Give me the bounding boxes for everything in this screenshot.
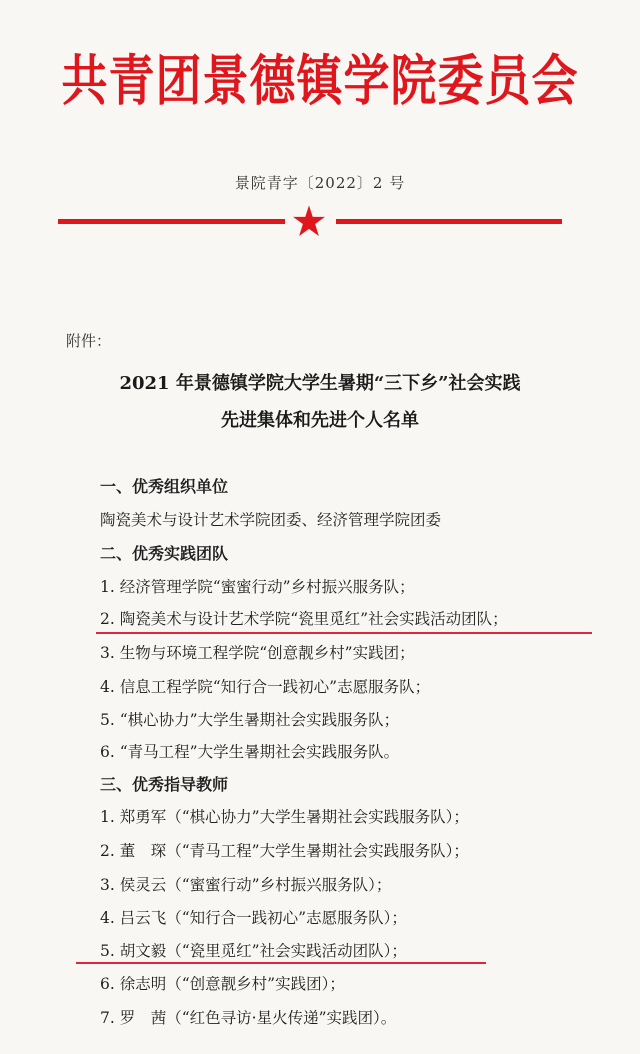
attachment-label: 附件： [66, 332, 112, 350]
highlight-underline [96, 632, 592, 634]
list-item: 3. 生物与环境工程学院“创意靓乡村”实践团； [100, 644, 415, 662]
list-item: 陶瓷美术与设计艺术学院团委、经济管理学院团委 [100, 511, 442, 529]
list-item: 6. “青马工程”大学生暑期社会实践服务队。 [100, 743, 400, 761]
section-heading-teams: 二、优秀实践团队 [100, 544, 229, 563]
red-divider-right [336, 219, 562, 224]
list-item: 7. 罗 茜（“红色寻访·星火传递”实践团）。 [100, 1009, 397, 1027]
list-item: 3. 侯灵云（“蜜蜜行动”乡村振兴服务队）； [100, 876, 392, 894]
red-divider-left [58, 219, 285, 224]
section-heading-organizations: 一、优秀组织单位 [100, 477, 229, 496]
list-title-line-2: 先进集体和先进个人名单 [221, 410, 419, 431]
list-item: 2. 陶瓷美术与设计艺术学院“瓷里觅红”社会实践活动团队； [100, 610, 508, 628]
list-title-line-1: 2021 年景德镇学院大学生暑期“三下乡”社会实践 [119, 373, 521, 394]
list-item: 5. 胡文毅（“瓷里觅红”社会实践活动团队）； [100, 942, 407, 960]
list-item: 1. 经济管理学院“蜜蜜行动”乡村振兴服务队； [100, 578, 415, 596]
list-item: 5. “棋心协力”大学生暑期社会实践服务队； [100, 711, 400, 729]
list-item: 4. 信息工程学院“知行合一践初心”志愿服务队； [100, 678, 431, 696]
star-icon [292, 204, 326, 238]
highlight-underline [76, 962, 486, 964]
document-number: 景院青字〔2022〕2 号 [234, 174, 406, 192]
list-item: 2. 董 琛（“青马工程”大学生暑期社会实践服务队）； [100, 842, 469, 860]
list-item: 6. 徐志明（“创意靓乡村”实践团）； [100, 975, 345, 993]
org-masthead-title: 共青团景德镇学院委员会 [61, 48, 579, 113]
section-heading-teachers: 三、优秀指导教师 [100, 775, 229, 794]
list-item: 4. 吕云飞（“知行合一践初心”志愿服务队）； [100, 909, 407, 927]
list-item: 1. 郑勇军（“棋心协力”大学生暑期社会实践服务队）； [100, 808, 469, 826]
